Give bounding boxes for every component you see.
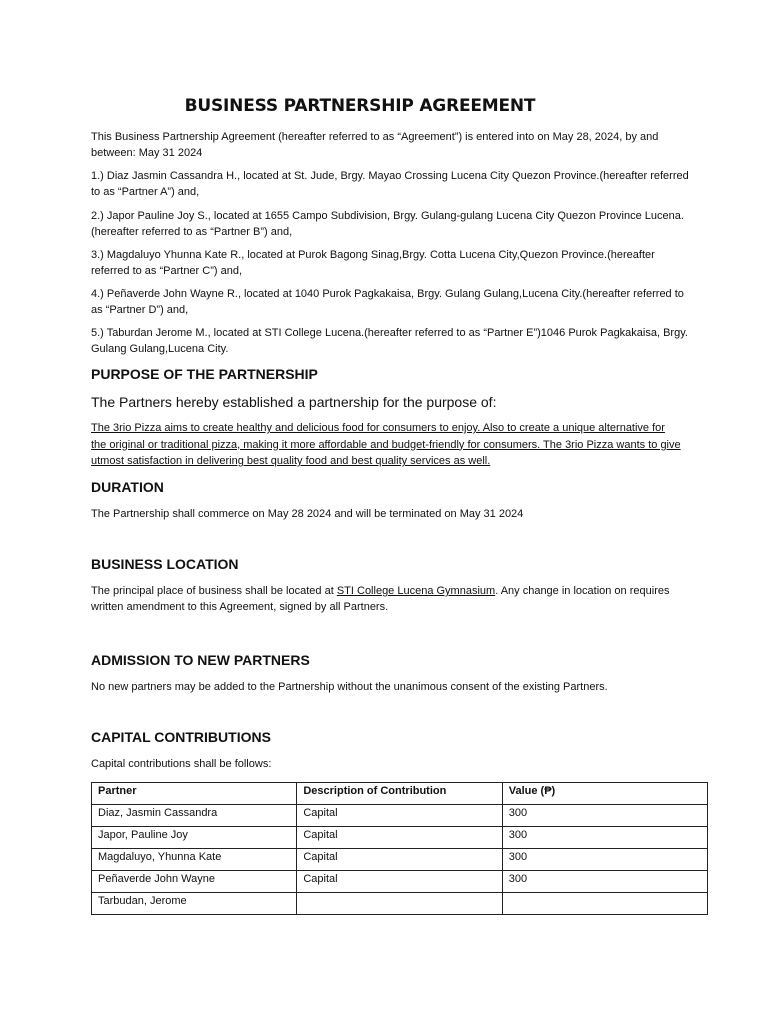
column-header-value: Value (₱) xyxy=(502,783,707,805)
intro-paragraph: This Business Partnership Agreement (hereafter referred to as “Agreement”) is entered into on May 28, 2024, by and between: May 31 2024 xyxy=(91,131,659,159)
cell-description: Capital xyxy=(297,827,502,849)
location-heading: BUSINESS LOCATION xyxy=(91,556,239,572)
cell-value: 300 xyxy=(502,871,707,893)
capital-heading: CAPITAL CONTRIBUTIONS xyxy=(91,729,271,745)
table-row xyxy=(92,827,708,849)
location-text-before: The principal place of business shall be located at xyxy=(91,585,337,597)
partner-e-paragraph: 5.) Taburdan Jerome M., located at STI College Lucena.(hereafter referred to as “Partner E”)1046 Purok Pagkakaisa, Brgy. Gulang Gulang,Lucena City. xyxy=(91,327,688,355)
column-header-description: Description of Contribution xyxy=(297,783,502,805)
duration-text: The Partnership shall commerce on May 28 2024 and will be terminated on May 31 2024 xyxy=(91,508,524,520)
partner-a-paragraph: 1.) Diaz Jasmin Cassandra H., located at St. Jude, Brgy. Mayao Crossing Lucena City Quezon Province.(hereafter referred to as “Partner A”) and, xyxy=(91,170,689,198)
cell-description: Capital xyxy=(297,849,502,871)
cell-value xyxy=(502,893,707,915)
partner-b-paragraph: 2.) Japor Pauline Joy S., located at 1655 Campo Subdivision, Brgy. Gulang-gulang Lucena City Quezon Province Lucena.(hereafter referred to as “Partner B”) and, xyxy=(91,210,684,238)
admission-heading: ADMISSION TO NEW PARTNERS xyxy=(91,652,310,668)
cell-partner: Tarbudan, Jerome xyxy=(92,893,297,915)
cell-value: 300 xyxy=(502,827,707,849)
cell-description: Capital xyxy=(297,805,502,827)
partner-d-paragraph: 4.) Peñaverde John Wayne R., located at 1040 Purok Pagkakaisa, Brgy. Gulang Gulang,Lucena City.(hereafter referred to as “Partner D”) and, xyxy=(91,288,684,316)
location-text-after: . Any change in location on requires written amendment to this Agreement, signed by all Partners. xyxy=(91,585,670,613)
location-text xyxy=(91,583,681,615)
cell-partner: Magdaluyo, Yhunna Kate xyxy=(92,849,297,871)
cell-partner: Peñaverde John Wayne xyxy=(92,871,297,893)
table-row xyxy=(92,893,708,915)
admission-text: No new partners may be added to the Partnership without the unanimous consent of the existing Partners. xyxy=(91,681,608,693)
capital-table xyxy=(91,782,708,915)
cell-partner: Diaz, Jasmin Cassandra xyxy=(92,805,297,827)
location-place: STI College Lucena Gymnasium xyxy=(336,585,496,597)
cell-value: 300 xyxy=(502,805,707,827)
purpose-text: The 3rio Pizza aims to create healthy and delicious food for consumers to enjoy. Also to create a unique alternative for the original or traditional pizza, making it more affordable and budget-friendly for consumers. The 3rio Pizza wants to give utmost satisfaction in delivering best quality food and best quality services as well. xyxy=(91,422,681,467)
table-row xyxy=(92,805,708,827)
cell-value: 300 xyxy=(502,849,707,871)
partner-c-paragraph: 3.) Magdaluyo Yhunna Kate R., located at Purok Bagong Sinag,Brgy. Cotta Lucena City,Quezon Province.(hereafter referred to as “Partner C”) and, xyxy=(91,249,655,277)
capital-lead: Capital contributions shall be follows: xyxy=(91,758,272,770)
cell-description xyxy=(297,893,502,915)
cell-partner: Japor, Pauline Joy xyxy=(92,827,297,849)
document-title: BUSINESS PARTNERSHIP AGREEMENT xyxy=(184,96,536,116)
duration-heading: DURATION xyxy=(91,479,164,495)
table-row xyxy=(92,871,708,893)
table-header-row xyxy=(92,783,708,805)
cell-description: Capital xyxy=(297,871,502,893)
column-header-partner: Partner xyxy=(92,783,297,805)
purpose-lead: The Partners hereby established a partnership for the purpose of: xyxy=(91,394,497,410)
table-row xyxy=(92,849,708,871)
purpose-heading: PURPOSE OF THE PARTNERSHIP xyxy=(91,366,318,382)
